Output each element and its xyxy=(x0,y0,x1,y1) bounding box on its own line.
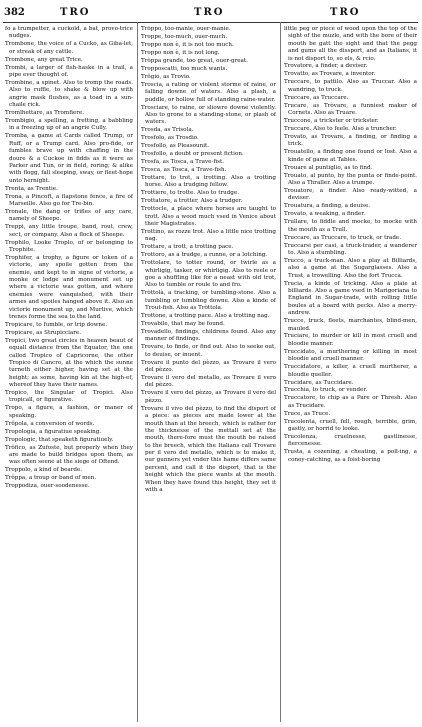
dictionary-entry: Troscia, a rating or violent storme of raine, or falling downe of waters. Also a plash, a puddle, or hollow full of standing raine-water. xyxy=(141,81,276,103)
dictionary-entry: Trovatore, a finder, a deviser. xyxy=(284,63,368,70)
dictionary-entry: Truccare, to pattilo. Also as Truccar. Also a wandring, to truck. xyxy=(284,79,417,93)
dictionary-entry: Trucidare, as Tuccidare. xyxy=(284,379,354,386)
dictionary-entry: Truccidato, a murthering or killing in most bloodie and cruell manner. xyxy=(284,348,417,363)
dictionary-entry: Trosda, as Trisola. xyxy=(141,127,194,134)
running-head-center: TRO xyxy=(194,7,225,18)
dictionary-entry: Truccatore, to chip as a Pare or Thresh. Also as Trucidare. xyxy=(284,395,417,409)
dictionary-entry: Trucce, truck, fleets, marchantes, blind-men, mauled. xyxy=(284,318,417,332)
dictionary-entry: Trouare al puntiglio, as to find. xyxy=(284,164,373,171)
dictionary-entry: Troppo non è, it is not too much. xyxy=(141,41,234,48)
dictionary-entry: Trôfico, as Zufoste, but properly when they are made to build bridges upon them, as was often seene at the siege of Oftend. xyxy=(5,444,133,466)
dictionary-entry: Tromlhettare, as Tromfiere. xyxy=(5,110,85,117)
dictionary-entry: Trovare il vero del pèzzo, as Trovare il vero del pèzzo. xyxy=(141,390,276,404)
dictionary-entry: Trovare, to finde, or find out. Also to seeke out, to deuise, or inuent. xyxy=(141,344,276,358)
dictionary-entry: Trophilo, Looke Troplo, of or belonging to Trophite. xyxy=(5,239,133,253)
dictionary-entry: Troppo non è, it is not long. xyxy=(141,49,220,56)
dictionary-entry: Trosfolo, as Trosdio. xyxy=(141,135,199,142)
dictionary-entry: Trottolare, to totter round, or twirle as a whirligig, tasker, or whirligig. Also to reele or goe a shuffling like for a neast with old trot, Also to tumble or roule to and fro. xyxy=(141,260,276,289)
dictionary-entry: Trôgio, as Trovio. xyxy=(141,73,191,80)
dictionary-entry: Tromba, a game at Cards called Trump, or Ruff, or a Trump card. Also pro-fide, or fumbles brave up with chaffing in the doure & a Cuckoe in fidds as it were as Parker and Tun, or in field, roring; & alike with flogg, fall sleeping, sway, or fleet-hope unto hernight. xyxy=(5,133,133,184)
dictionary-entry: Treppi, any little troupe, band, rout, crew, sect, or company. Also a flock of Sheepe. xyxy=(5,224,133,238)
column-divider xyxy=(137,22,138,722)
dictionary-entry: Trovato, a weaking, a finder. xyxy=(284,211,366,218)
header-rule xyxy=(3,22,418,23)
running-head-right: TRO xyxy=(330,7,361,18)
dictionary-entry: Trosfollo, as Pleasounit. xyxy=(141,143,210,150)
dictionary-entry: Trouatore, a finder. Also ready-witted, a deviser. xyxy=(284,188,417,202)
dictionary-entry: Troppodiza, ouer-soodenesse. xyxy=(5,483,90,490)
dictionary-entry: fo a trumpetter, a cuckold, a bat, provo-trice nudges. xyxy=(5,26,133,40)
dictionary-entry: Troppolo, a kind of bearde. xyxy=(5,467,83,474)
dictionary-entry: Trovadello, findings, childrens found. Also any manner of findings. xyxy=(141,329,276,343)
dictionary-entry: Trottare, to trot, a trotting. Also a trotting horse. Also a trudging fellow. xyxy=(141,175,276,189)
dictionary-entry: Trôppo, too-manie, ouer-manie. xyxy=(141,26,231,32)
dictionary-entry: Tropologia, a figuratiue speaking. xyxy=(5,428,102,435)
dictionary-entry: Trusta, a cozening, a cheating, a poll-ing, a coney-catching, as a foist-boring xyxy=(284,449,417,463)
dictionary-entry: Trucolenta, cruell, fell, rough, terrible, grim, gastly, or horrid to looke. xyxy=(284,418,417,433)
dictionary-entry: Truccare, as Truccare, to truck, or trade. xyxy=(284,234,402,241)
dictionary-entry: Trôppa, a troup or band of men. xyxy=(5,475,97,482)
dictionary-entry: Troppe, too-much, ouer-much. xyxy=(141,33,228,40)
dictionary-entry: Trosfa, as Tosca, a Trave-fist. xyxy=(141,159,224,166)
dictionary-entry: Trucare, as Tròvare, a funniest maker of Cornets. Also as Truare. xyxy=(284,102,417,117)
dictionary-entry: Tropo, a figure, a fashion, or maner of speaking. xyxy=(5,405,133,419)
dictionary-entry: Tropici, two great circles in heaven beaut of equall distance from the Equator, the one called Tropico of Capricorne, the other Tropico di Cancro, at the which the sunne turneth either higher, having set at the height; as some, having kin at the high-ef, whereof they have their names. xyxy=(5,337,133,389)
dictionary-entry: Truccone, a trickster or trickster. xyxy=(284,118,379,125)
dictionary-entry: Trovabile, that may be found. xyxy=(141,321,225,328)
dictionary-entry: Truce, as Truce. xyxy=(284,410,331,417)
dictionary-entry: Trombine, a spinet. Also to tromp the roads. Also to ruffle, to shake & blow up with angrie mask flushes, as a toad in a sun-chaile rick. xyxy=(5,80,133,109)
dictionary-entry: Trottino, as rozze trot. Also a little nice trotting nag. xyxy=(141,229,276,243)
dictionary-entry: Trombi, a larger of fish-haske in a trail, a pipe ever thought of. xyxy=(5,64,133,79)
dictionary-entry: Tropicare, to fumble, or trip downe. xyxy=(5,321,108,328)
dictionary-entry: Truciare, to murder or kill in most cruell and bloodie manner. xyxy=(284,333,417,347)
dictionary-entry: Trucco, a truck-man. Also a play at Billiards, also a game at the Sugarglasses. Also a Trust, a trowelling. Also the fort Trucca. xyxy=(284,257,417,279)
dictionary-entry: Trullare, to fiddle and mocke, to mocke with the mouth as a Trull. xyxy=(284,219,417,233)
dictionary-entry: Trottone, a trotting pace. Also a trotting nag. xyxy=(141,313,270,320)
column-left xyxy=(5,26,133,722)
dictionary-entry: Trovare il punto del pèzzo, as Trovare il vero del pèzzo. xyxy=(141,359,276,374)
dictionary-entry: Trona, a Pincoft, a flapstone fence, a fire of Marseille. Also go for Tre-bin. xyxy=(5,193,133,207)
dictionary-entry: Trovare il vivo del pèzzo, to find the disport of a piece: as pieces are made lower at the mouth than at the breech, which is rather for the thicknesse of the mettall set at the mouth, there-fore must the mouth be raised to the breech, which the Italians call Trovare per il vero del metallo, which is to make it, our gunners yet vnder this hame differs same percent, and call it the disport, that is the height which the piece wants at the mouth. When they have found this height, they set it with a xyxy=(141,405,276,493)
column-divider xyxy=(280,22,281,722)
dictionary-entry: Trosca, as Tosca, a Trave-fish. xyxy=(141,167,227,174)
dictionary-entry: Trouatello, a finding one found or lost. Also a kinde of game at Tables. xyxy=(284,149,417,163)
dictionary-entry: Trombone, the voice of a Cucko, as Giba-let, or streak of any cattle. xyxy=(5,41,133,55)
running-head-left: TRO xyxy=(60,7,91,18)
dictionary-entry: Trouato, al punto, by the punta or finde-point. Also a Thraller. Also a trumpe. xyxy=(284,172,417,187)
dictionary-entry: Trottocle, a place where horses are taught to trott. Also a wood much vsed in Venice about their Magistrates. xyxy=(141,206,276,228)
dictionary-entry: Tropico, the Singular of Tropici. Also tropicall, or figurative. xyxy=(5,390,133,404)
dictionary-entry: Trottatore, a trotter, Also a trudger. xyxy=(141,198,243,205)
dictionary-entry: Trucolenza, cruelnesse, gastlinesse, fiercenesse. xyxy=(284,434,417,448)
dictionary-entry: Trottare, a trott, a trotting pace. xyxy=(141,244,234,251)
dictionary-entry: Trouatura, a finding, a deuise. xyxy=(284,203,371,210)
dictionary-entry: Truccare. Also to feele. Also a truncher. xyxy=(284,126,397,133)
dictionary-entry: Trottiere, to trotte. Also to trudge. xyxy=(141,190,239,197)
dictionary-entry: Trenta, as Trentie. xyxy=(5,185,58,192)
dictionary-entry: Trovatto, as Trovare, a inventor. xyxy=(284,71,376,78)
dictionary-entry: Trucchia, to truck, or vender. xyxy=(284,387,368,394)
dictionary-entry: Trosfollo, a doubt or present fiction. xyxy=(141,151,244,158)
dictionary-entry: Trombone, any great Trice. xyxy=(5,56,83,63)
column-right xyxy=(284,26,417,722)
dictionary-entry: Truccarsi per casi, a truck-trader, a wanderer to. Also a stumbling. xyxy=(284,242,417,256)
dictionary-entry: Trovare il vero del metallo, as Trovare il vero del pèzzo. xyxy=(141,375,276,389)
dictionary-entry: Trottoro, as a trudge, a runne, or a lotching. xyxy=(141,252,268,259)
dictionary-entry: Tròttolà, a tracking, or tumbling-stone. Also a tumbling or tumbling downe. Also a kinde of Trout-fish. Also as Tròttola. xyxy=(141,290,276,312)
dictionary-entry: Trosciare, to raine, or sliowre downe violently. Also to grone to a standing-stone, or plash of waters. xyxy=(141,104,276,126)
dictionary-entry: Tropposcatti, too much wants. xyxy=(141,65,228,72)
dictionary-entry: Tròppa grande, too great, ouer-great. xyxy=(141,57,248,64)
dictionary-entry: Tropologic, that speaketh figuratiuely. xyxy=(5,436,114,443)
dictionary-entry: Tronale, the dang or trifles of any care, namely of Sheepe. xyxy=(5,208,133,223)
dictionary-entry: Trophifer, a trophy, a figure or token of a victorie, any spoile gotten from the enemie, and kept to in signe of victorie, a monke or lodge and monument set up where a victorie was gotten, and where enemies were vanquished, with their armes and spoiles hanged above it. Also an victorie monument up, and Murtive, which trenes forme the sea to the land. xyxy=(5,254,133,320)
dictionary-entry: Truccare, as Truccare. xyxy=(284,94,349,101)
column-middle xyxy=(141,26,276,722)
dictionary-entry: little peg or piece of wood upon the top of the sight of the muzle, and with the bore of their mouth be gatt the sight and that the pegg and gums all the dissport, and as Italians, it is not disport to, so els, & rcio. xyxy=(284,26,417,62)
running-header xyxy=(0,7,422,19)
dictionary-entry: Trucia, a kinde of tricking. Also a plaie at billiards. Also a game vsed in Marigoriana to England in Sugar-trade, with rolling little boules at a board with pecks. Also a merry-andrew. xyxy=(284,280,417,317)
dictionary-entry: Trovato, as Trovare, a finding, or finding a trick. xyxy=(284,134,417,148)
page-number: 382 xyxy=(4,7,25,18)
dictionary-entry: Truccidatore, a killer, a cruell murtherer, a bloudie queller. xyxy=(284,364,417,378)
dictionary-entry: Tropicare, as Strupicciare. xyxy=(5,329,82,336)
dictionary-entry: Trôpola, a conversion of words. xyxy=(5,420,95,427)
dictionary-entry: Trombigio, a spelling, a fretting, a babbling in a freezing up of an angrie Cully. xyxy=(5,118,133,132)
